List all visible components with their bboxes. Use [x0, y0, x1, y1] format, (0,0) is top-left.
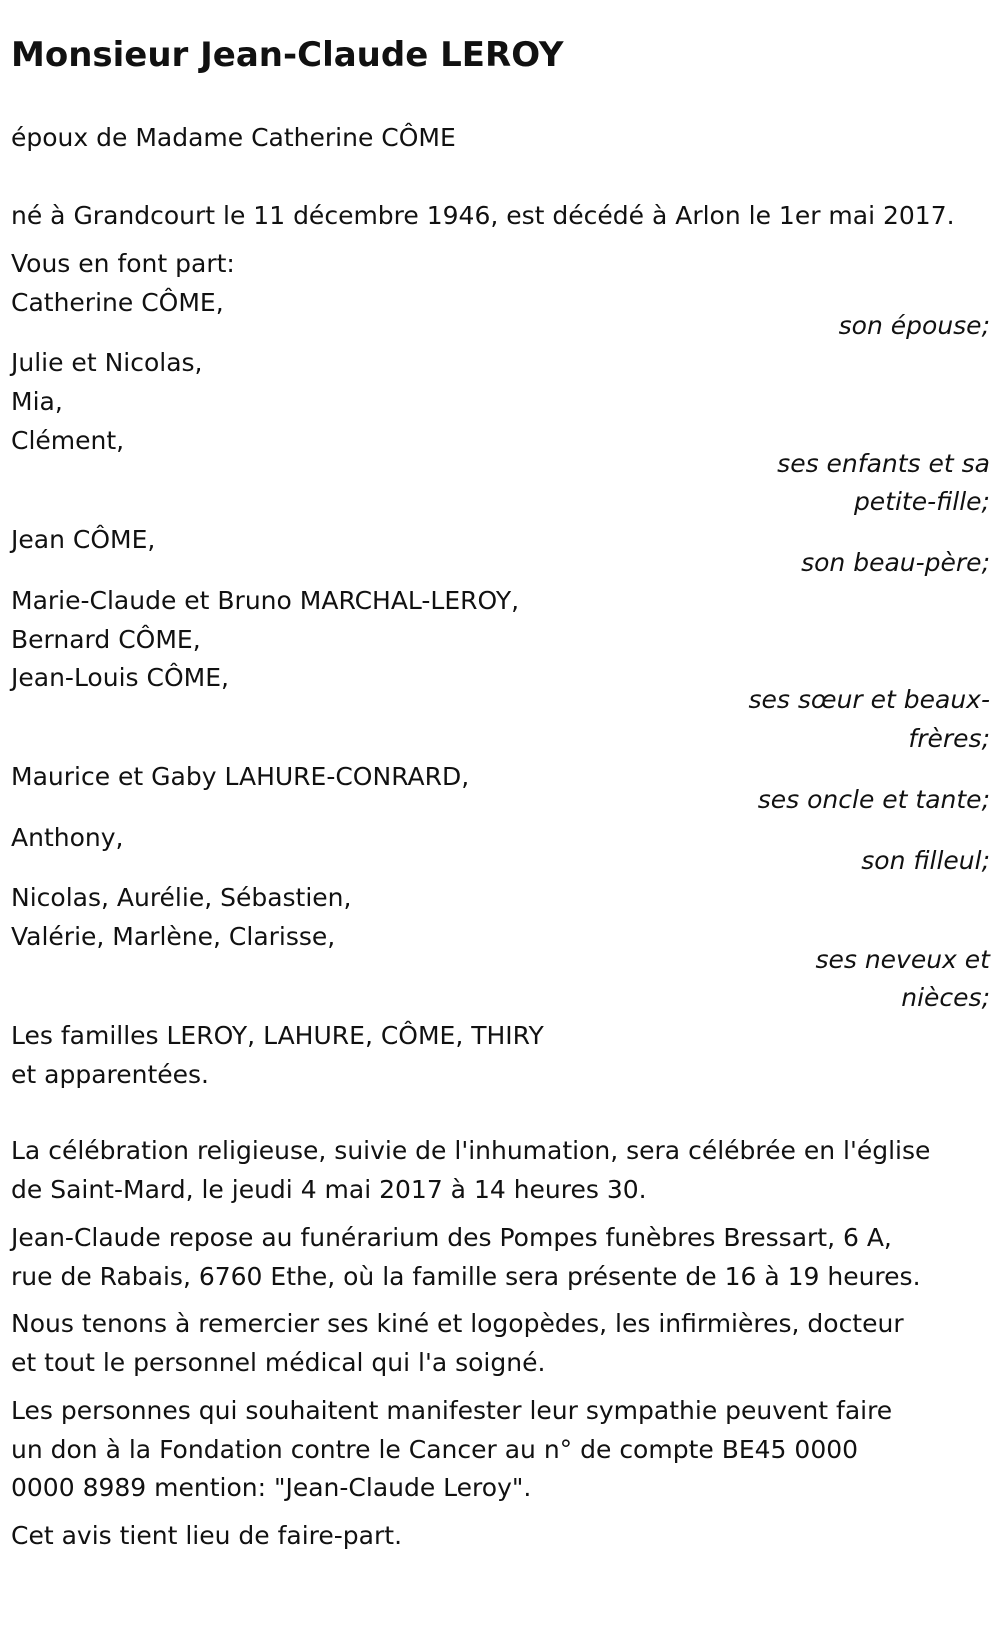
announce-line: Vous en font part: [11, 249, 235, 278]
group-name: Bernard CÔME, [11, 625, 201, 654]
donation-paragraph-line: 0000 8989 mention: "Jean-Claude Leroy". [11, 1473, 532, 1502]
page-title: Monsieur Jean-Claude LEROY [11, 35, 564, 75]
donation-paragraph-line: Les personnes qui souhaitent manifester leur sympathie peuvent faire [11, 1396, 893, 1425]
group-relation: son beau-père; [801, 548, 990, 577]
funerarium-paragraph-line: Jean-Claude repose au funérarium des Pompes funèbres Bressart, 6 A, [11, 1223, 892, 1252]
group-name: Catherine CÔME, [11, 288, 224, 317]
families-line: et apparentées. [11, 1060, 209, 1089]
funerarium-paragraph-line: rue de Rabais, 6760 Ethe, où la famille sera présente de 16 à 19 heures. [11, 1262, 921, 1291]
group-name: Mia, [11, 387, 63, 416]
group-name: Valérie, Marlène, Clarisse, [11, 922, 336, 951]
group-name: Marie-Claude et Bruno MARCHAL-LEROY, [11, 586, 520, 615]
group-relation: nièces; [901, 983, 990, 1012]
birth-death-line: né à Grandcourt le 11 décembre 1946, est décédé à Arlon le 1er mai 2017. [11, 201, 955, 230]
group-name: Jean CÔME, [11, 525, 156, 554]
group-relation: son épouse; [838, 311, 990, 340]
group-name: Nicolas, Aurélie, Sébastien, [11, 883, 352, 912]
group-name: Anthony, [11, 823, 124, 852]
group-name: Clément, [11, 426, 125, 455]
group-relation: ses enfants et sa [777, 449, 990, 478]
thanks-paragraph-line: et tout le personnel médical qui l'a soigné. [11, 1348, 546, 1377]
group-name: Maurice et Gaby LAHURE-CONRARD, [11, 762, 470, 791]
group-relation: ses neveux et [815, 945, 990, 974]
group-name: Jean-Louis CÔME, [11, 663, 229, 692]
group-relation: ses oncle et tante; [757, 785, 990, 814]
thanks-paragraph-line: Nous tenons à remercier ses kiné et logopèdes, les infirmières, docteur [11, 1309, 904, 1338]
closing-line: Cet avis tient lieu de faire-part. [11, 1521, 403, 1550]
group-relation: son filleul; [861, 846, 990, 875]
group-relation: petite-fille; [853, 487, 990, 516]
ceremony-paragraph-line: La célébration religieuse, suivie de l'inhumation, sera célébrée en l'église [11, 1136, 931, 1165]
donation-paragraph-line: un don à la Fondation contre le Cancer au n° de compte BE45 0000 [11, 1435, 859, 1464]
group-relation: frères; [908, 724, 990, 753]
spouse-line: époux de Madame Catherine CÔME [11, 123, 456, 152]
ceremony-paragraph-line: de Saint-Mard, le jeudi 4 mai 2017 à 14 heures 30. [11, 1175, 647, 1204]
families-line: Les familles LEROY, LAHURE, CÔME, THIRY [11, 1021, 544, 1050]
group-relation: ses sœur et beaux- [748, 685, 990, 714]
group-name: Julie et Nicolas, [11, 348, 203, 377]
